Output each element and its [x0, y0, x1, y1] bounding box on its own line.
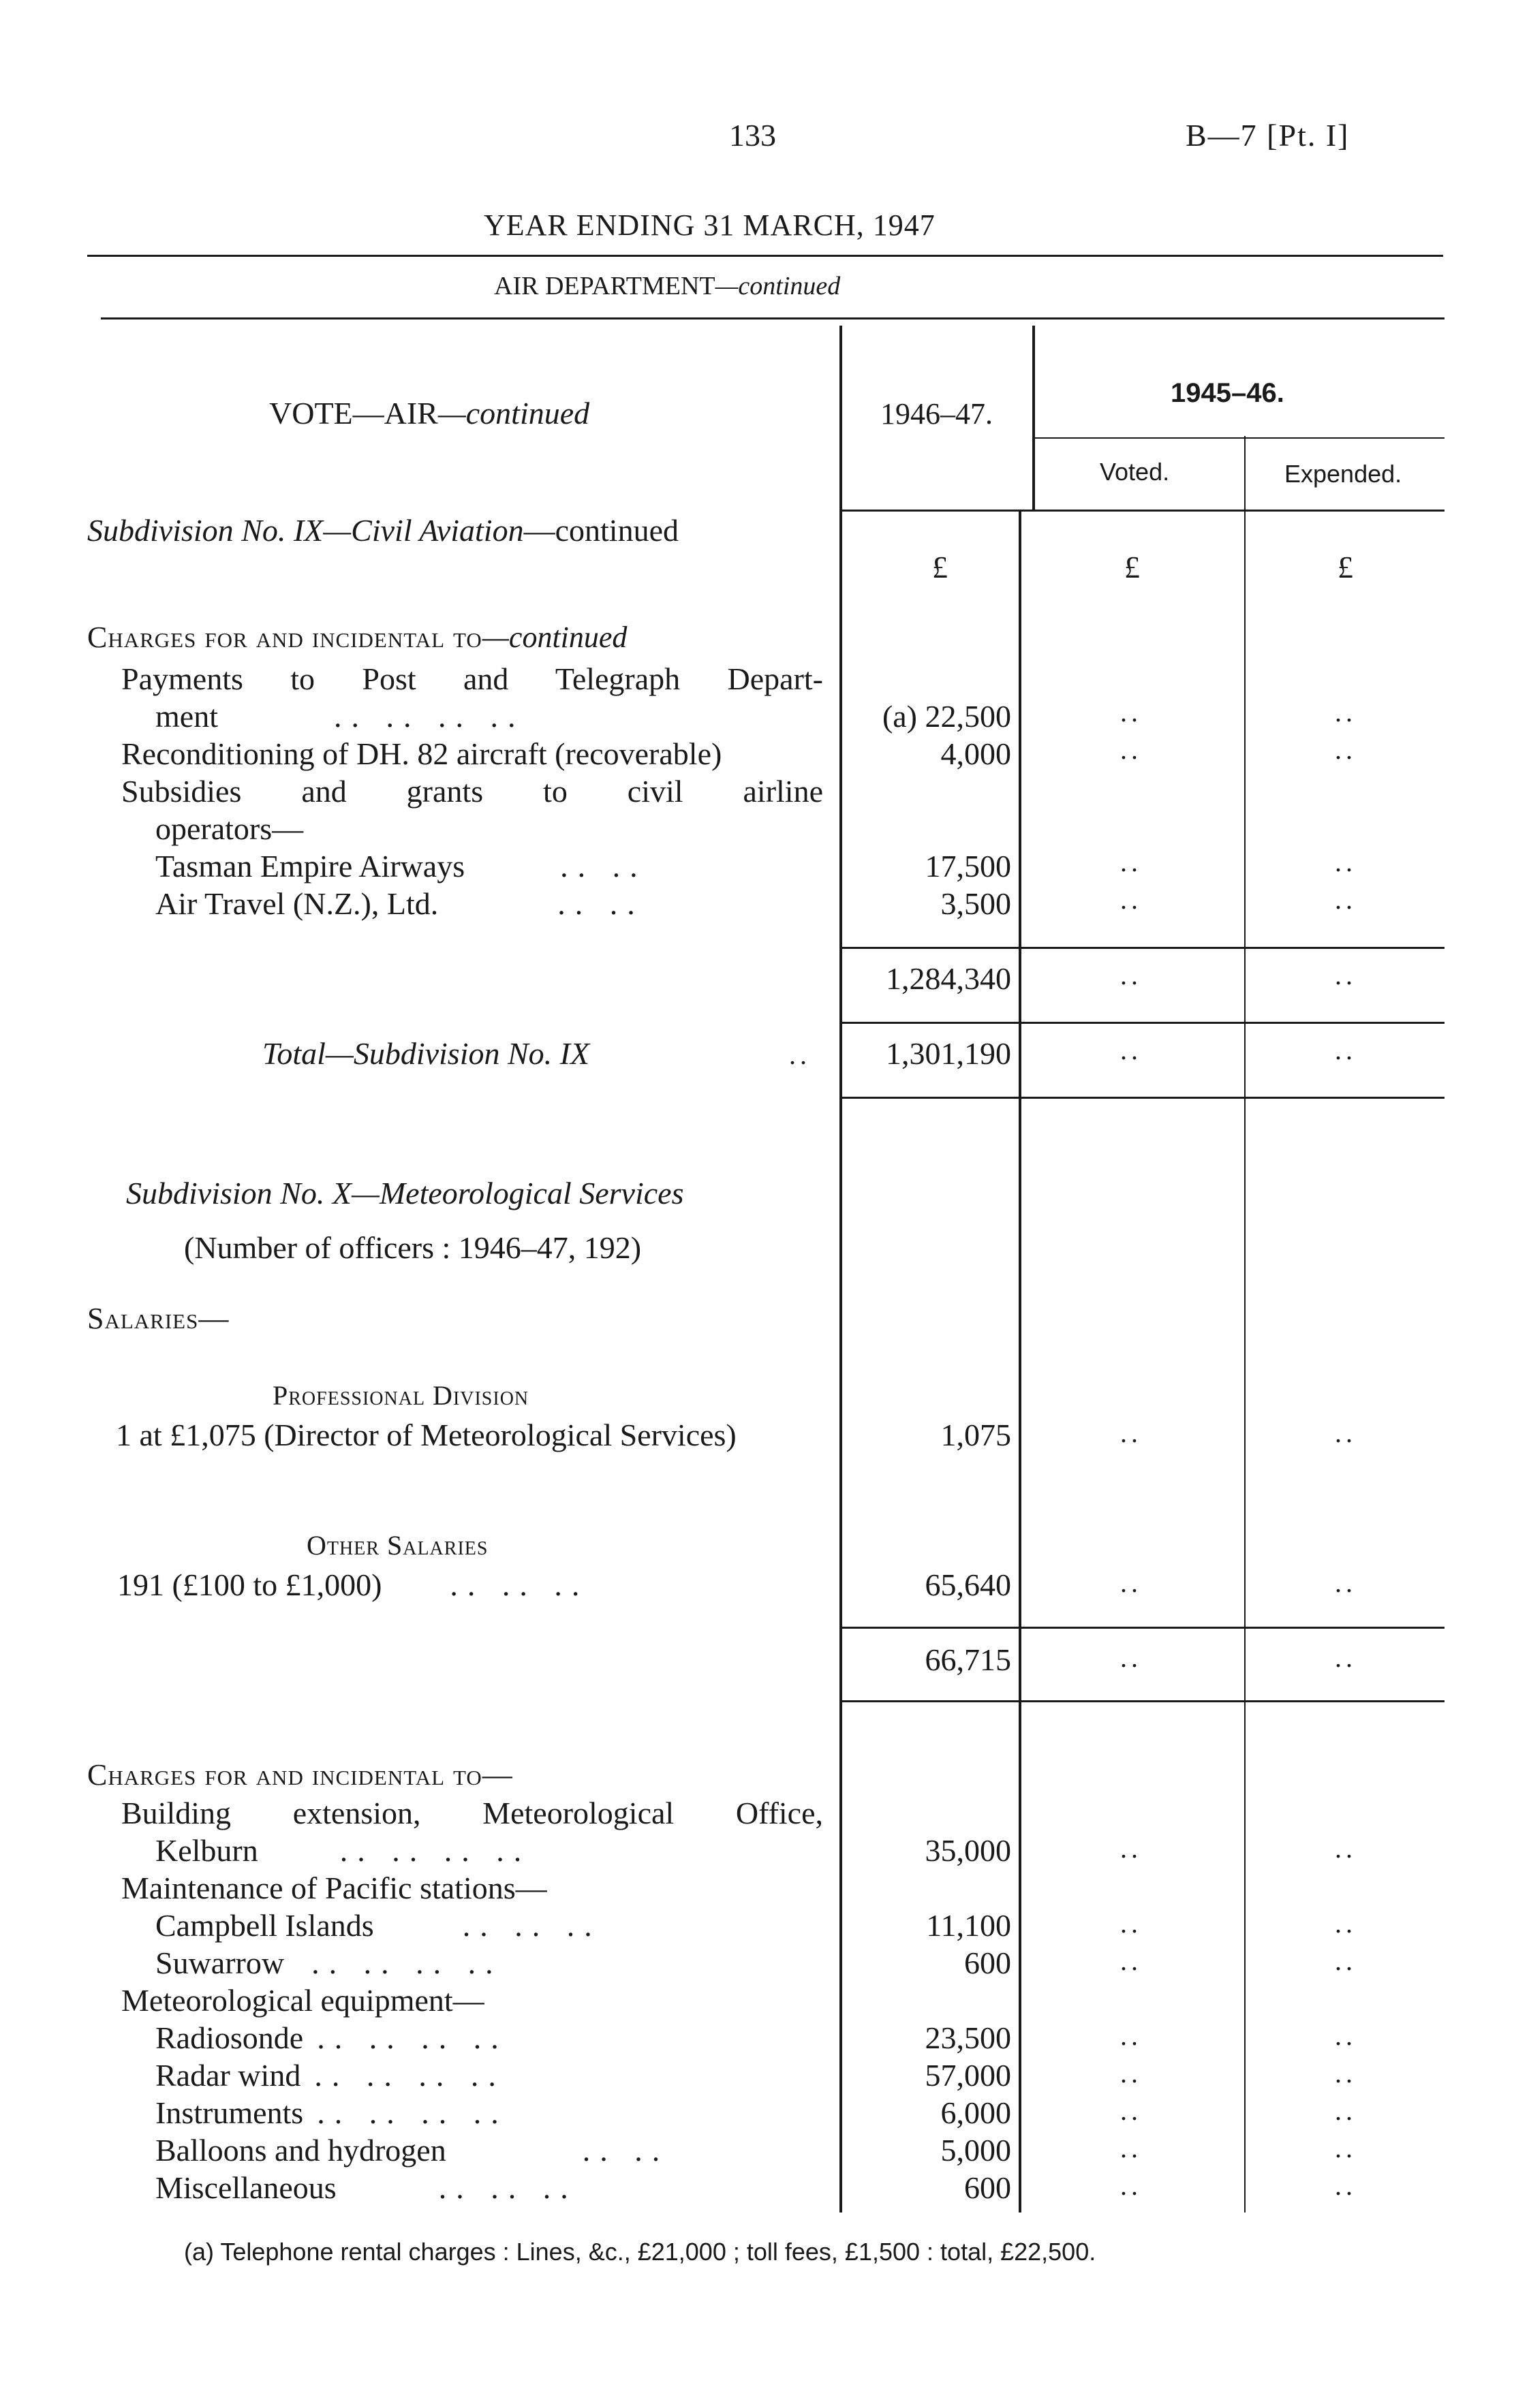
rule-under-head: [841, 510, 1445, 512]
subtotal-rule-ix: [841, 947, 1445, 949]
item-radar-wind: Radar wind .. .. .. ..: [155, 2058, 506, 2093]
value-reconditioning: 4,000: [940, 736, 1011, 771]
total-rule-ix: [841, 1022, 1445, 1024]
value-balloons: 5,000: [940, 2133, 1011, 2168]
value-radar-wind: 57,000: [925, 2058, 1011, 2093]
item-tasman: Tasman Empire Airways .. ..: [155, 849, 647, 884]
total-bottom-rule-ix: [841, 1097, 1445, 1099]
total-ix-label: Total—Subdivision No. IX: [262, 1036, 590, 1071]
expended-balloons: ..: [1335, 2133, 1357, 2163]
item-reconditioning: Reconditioning of DH. 82 aircraft (recoverable): [121, 736, 722, 771]
expended-post-telegraph: ..: [1335, 697, 1357, 728]
expended-reconditioning: ..: [1335, 734, 1357, 765]
voted-radiosonde: ..: [1120, 2020, 1142, 2051]
item-miscellaneous: Miscellaneous .. .. ..: [155, 2170, 578, 2205]
subdivision-x-heading: Subdivision No. X—Meteorological Services: [126, 1176, 684, 1210]
column-rule-voted: [1244, 436, 1246, 2212]
subtotal-ix: 1,284,340: [886, 961, 1011, 996]
voted-instruments: ..: [1120, 2095, 1142, 2126]
expended-suwarrow: ..: [1335, 1945, 1357, 1976]
item-building-line1: Building extension, Meteorological Office,: [121, 1796, 823, 1830]
document-reference: B—7 [Pt. I]: [1186, 118, 1350, 153]
currency-expended: £: [1338, 550, 1353, 584]
salaries-subtotal-rule: [841, 1627, 1445, 1629]
currency-1946: £: [932, 550, 948, 584]
voted-salaries-total: ..: [1120, 1642, 1142, 1673]
title-rule: [87, 255, 1443, 257]
column-rule-1946: [1019, 511, 1021, 2212]
voted-building: ..: [1120, 1833, 1142, 1864]
voted-tasman: ..: [1120, 847, 1142, 877]
item-air-travel: Air Travel (N.Z.), Ltd. .. ..: [155, 886, 645, 921]
value-miscellaneous: 600: [964, 2170, 1011, 2205]
currency-voted: £: [1124, 550, 1140, 584]
charges-continued: —continued: [482, 621, 628, 654]
voted-miscellaneous: ..: [1120, 2170, 1142, 2201]
department-heading: [494, 271, 840, 301]
item-building-line2: Kelburn .. .. .. ..: [155, 1833, 531, 1868]
column-header-voted: Voted.: [1100, 458, 1170, 486]
voted-post-telegraph: ..: [1120, 697, 1142, 728]
page-title: YEAR ENDING 31 MARCH, 1947: [484, 208, 936, 242]
expended-air-travel: ..: [1335, 884, 1357, 915]
column-header-1945-46: 1945–46.: [1171, 378, 1284, 408]
expended-salaries-total: ..: [1335, 1642, 1357, 1673]
item-maintenance: Maintenance of Pacific stations—: [121, 1871, 547, 1905]
vote-continued: —continued: [437, 396, 590, 431]
expended-radar-wind: ..: [1335, 2058, 1357, 2089]
voted-balloons: ..: [1120, 2133, 1142, 2163]
voted-subtotal-ix: ..: [1120, 960, 1142, 990]
value-suwarrow: 600: [964, 1945, 1011, 1980]
expended-instruments: ..: [1335, 2095, 1357, 2126]
item-campbell: Campbell Islands .. .. ..: [155, 1908, 602, 1943]
voted-other-salaries: ..: [1120, 1567, 1142, 1598]
value-campbell: 11,100: [926, 1908, 1011, 1943]
item-instruments: Instruments .. .. .. ..: [155, 2095, 508, 2130]
column-rule-1946-head: [1032, 326, 1035, 510]
value-other-salaries: 65,640: [925, 1567, 1011, 1602]
charges-title: Charges for and incidental to: [87, 621, 482, 654]
vote-name: VOTE—AIR: [269, 396, 438, 431]
item-subsidies-line1: Subsidies and grants to civil airline: [121, 774, 823, 809]
vote-heading: [269, 395, 589, 431]
expended-other-salaries: ..: [1335, 1567, 1357, 1598]
item-post-telegraph-line1: Payments to Post and Telegraph Depart-: [121, 661, 823, 696]
total-ix: 1,301,190: [886, 1036, 1011, 1071]
value-instruments: 6,000: [940, 2095, 1011, 2130]
item-radiosonde: Radiosonde .. .. .. ..: [155, 2020, 508, 2055]
voted-director: ..: [1120, 1418, 1142, 1448]
footnote: (a) Telephone rental charges : Lines, &c., £21,000 ; toll fees, £1,500 : total, £22,500.: [184, 2238, 1096, 2266]
expended-building: ..: [1335, 1833, 1357, 1864]
voted-radar-wind: ..: [1120, 2058, 1142, 2089]
subdivision-ix-continued: —continued: [523, 513, 679, 548]
professional-division-heading: Professional Division: [273, 1380, 529, 1411]
expended-radiosonde: ..: [1335, 2020, 1357, 2051]
other-salaries-heading: Other Salaries: [307, 1530, 489, 1561]
subdivision-ix-title: Subdivision No. IX—Civil Aviation: [87, 513, 524, 548]
page-number: 133: [729, 118, 776, 153]
expended-tasman: ..: [1335, 847, 1357, 877]
officers-count: (Number of officers : 1946–47, 192): [184, 1230, 642, 1265]
item-other-salaries: 191 (£100 to £1,000) .. .. ..: [117, 1567, 589, 1602]
voted-suwarrow: ..: [1120, 1945, 1142, 1976]
rule-under-1945: [1034, 437, 1445, 439]
item-balloons: Balloons and hydrogen .. ..: [155, 2133, 670, 2168]
department-rule: [101, 317, 1445, 319]
salaries-total-bottom-rule: [841, 1700, 1445, 1702]
expended-total-ix: ..: [1335, 1035, 1357, 1065]
voted-total-ix: ..: [1120, 1035, 1142, 1065]
salaries-total: 66,715: [925, 1642, 1011, 1677]
total-ix-leader: ..: [789, 1039, 811, 1070]
expended-director: ..: [1335, 1418, 1357, 1448]
item-suwarrow: Suwarrow .. .. .. ..: [155, 1945, 503, 1980]
subdivision-ix-heading: [87, 512, 679, 548]
salaries-heading: Salaries—: [87, 1302, 230, 1335]
value-post-telegraph: (a) 22,500: [882, 699, 1011, 734]
value-building: 35,000: [925, 1833, 1011, 1868]
department-name: AIR DEPARTMENT: [494, 272, 715, 300]
value-director: 1,075: [940, 1418, 1011, 1452]
expended-campbell: ..: [1335, 1908, 1357, 1939]
voted-reconditioning: ..: [1120, 734, 1142, 765]
voted-air-travel: ..: [1120, 884, 1142, 915]
item-director: 1 at £1,075 (Director of Meteorological Services): [116, 1418, 737, 1452]
item-subsidies-line2: operators—: [155, 811, 304, 846]
value-air-travel: 3,500: [940, 886, 1011, 921]
value-tasman: 17,500: [925, 849, 1011, 884]
expended-miscellaneous: ..: [1335, 2170, 1357, 2201]
charges-x-heading: Charges for and incidental to—: [87, 1758, 513, 1792]
item-post-telegraph-line2: ment .. .. .. ..: [155, 699, 525, 734]
value-radiosonde: 23,500: [925, 2020, 1011, 2055]
expended-subtotal-ix: ..: [1335, 960, 1357, 990]
voted-campbell: ..: [1120, 1908, 1142, 1939]
column-header-expended: Expended.: [1284, 460, 1402, 488]
department-continued: —continued: [715, 272, 841, 300]
charges-heading: [87, 620, 627, 655]
item-equipment: Meteorological equipment—: [121, 1983, 484, 2018]
column-header-1946-47: 1946–47.: [880, 397, 993, 431]
